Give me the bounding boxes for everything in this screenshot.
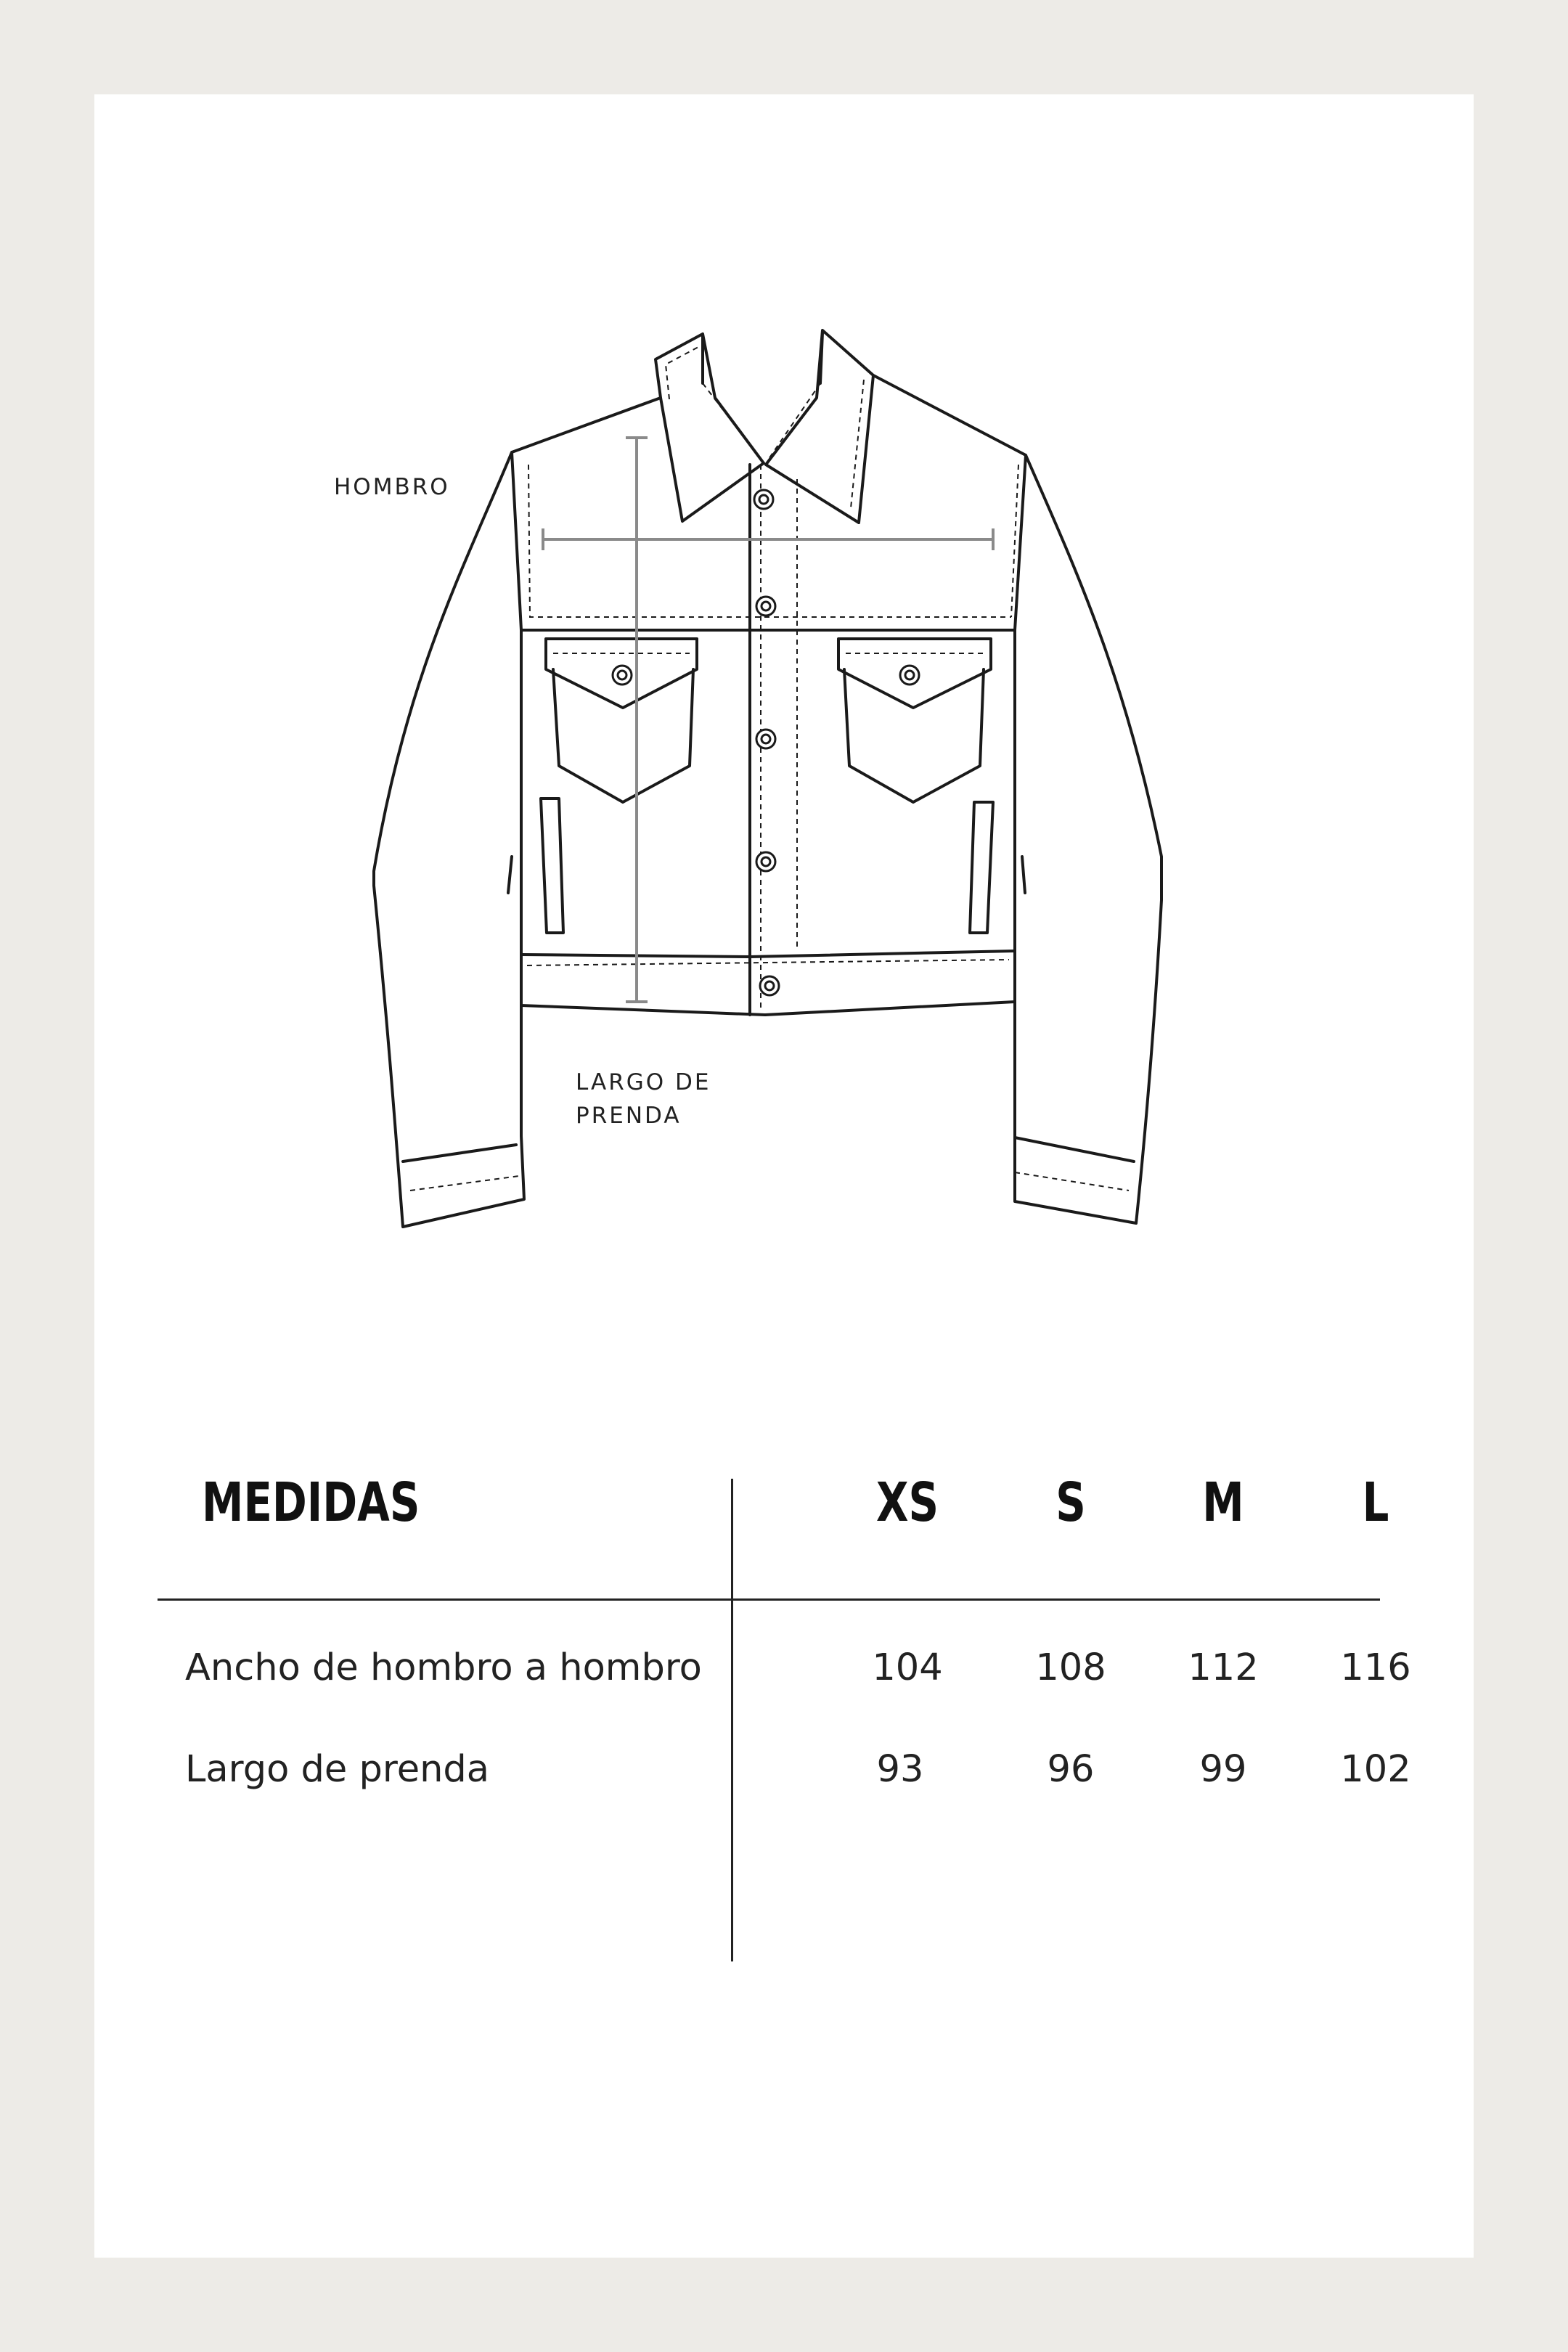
row-label-shoulder-width: Ancho de hombro a hombro [185,1646,702,1689]
cell-value: 108 [1035,1646,1106,1689]
cell-value: 93 [876,1748,924,1791]
length-label-line2: PRENDA [576,1103,682,1129]
collar-right [766,330,873,523]
shoulder-label: HOMBRO [334,474,450,500]
cell-value: 104 [872,1646,943,1689]
cell-value: 99 [1199,1748,1247,1791]
cell-value: 96 [1047,1748,1095,1791]
jacket-diagram [94,94,1474,1256]
collar-left [656,334,764,521]
sleeve-right [1015,455,1161,1223]
cell-value: 112 [1188,1646,1259,1689]
table-header-medidas: MEDIDAS [202,1471,420,1534]
table-divider-horizontal [158,1598,1380,1601]
size-header-s: S [1055,1471,1086,1534]
size-header-l: L [1362,1471,1389,1534]
length-label-line1: LARGO DE [576,1069,711,1095]
table-divider-vertical [731,1479,733,1961]
cell-value: 102 [1340,1748,1411,1791]
cell-value: 116 [1340,1646,1411,1689]
size-header-xs: XS [875,1471,939,1534]
size-header-m: M [1202,1471,1244,1534]
row-label-garment-length: Largo de prenda [185,1748,490,1791]
size-guide-card [94,94,1474,2258]
sleeve-left [374,452,524,1227]
